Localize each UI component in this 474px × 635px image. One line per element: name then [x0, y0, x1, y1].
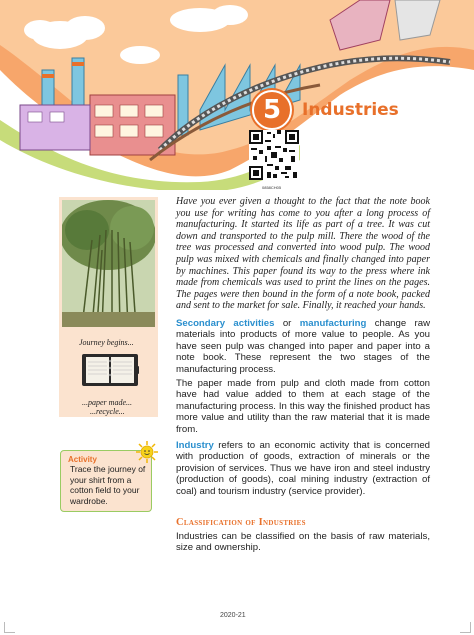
- bamboo-photo: [62, 200, 155, 327]
- activity-text: Trace the journey of your shirt from a cotton field to your wardrobe.: [70, 464, 146, 506]
- paragraph-industry: [176, 440, 430, 497]
- paragraph-classification: Industries can be classified on the basis of raw materials, size and ownership.: [176, 531, 430, 554]
- caption-paper-made: ...paper made...: [82, 398, 132, 407]
- paragraph-text: change raw materials into products of more value to people. As you have seen pulp was changed into paper and paper into a note book. These represent the two stages of the manufacturing process.: [176, 318, 430, 375]
- paragraph-text: refers to an economic activity that is concerned with production of goods, extraction of minerals or the provision of services. Thus we have iron and steel industry (production of goods), coal mining industry (extraction of coal) and tourism industry (service provider).: [176, 440, 430, 497]
- crop-mark: [4, 622, 15, 633]
- notebook-image: [80, 350, 140, 390]
- qr-code[interactable]: [249, 130, 299, 180]
- term-industry: Industry: [176, 440, 214, 451]
- section-title: Classification of Industries: [176, 517, 306, 528]
- chapter-title: Industries: [302, 100, 399, 120]
- term-manufacturing: manufacturing: [299, 318, 367, 329]
- activity-title: Activity: [68, 455, 97, 464]
- qr-caption: 0858CH05: [262, 185, 282, 190]
- paragraph-connector: or: [274, 318, 300, 329]
- caption-journey: Journey begins...: [79, 338, 134, 347]
- header-illustration: [0, 0, 474, 190]
- chapter-number-badge: 5: [252, 90, 292, 130]
- intro-paragraph: Have you ever given a thought to the fact that the note book you use for writing has come to you after a long process of manufacturing. It started its life as part of a tree. It was cut down and transported to the pulp mill. There the wood of the tree was processed and converted into wood pulp. The wood pulp was mixed with chemicals and finally changed into paper by machines. This paper found its way to the press where ink made from chemicals was used to print the lines on the pages. The pages were then bound in the form of a note book, packed and sent to the market for sale. Finally, it reached your hands.: [176, 196, 430, 312]
- term-secondary-activities: Secondary activities: [176, 318, 275, 329]
- paragraph-secondary-activities: [176, 318, 430, 375]
- footer-year: 2020-21: [220, 612, 246, 619]
- caption-recycle: ...recycle...: [90, 407, 125, 416]
- paragraph-value-added: The paper made from pulp and cloth made from cotton have had value added to them at each stage of the manufacturing process. In this way the finished product has more value and utility than the raw material that it is made from.: [176, 378, 430, 435]
- sun-icon: [136, 441, 158, 463]
- crop-mark: [460, 622, 471, 633]
